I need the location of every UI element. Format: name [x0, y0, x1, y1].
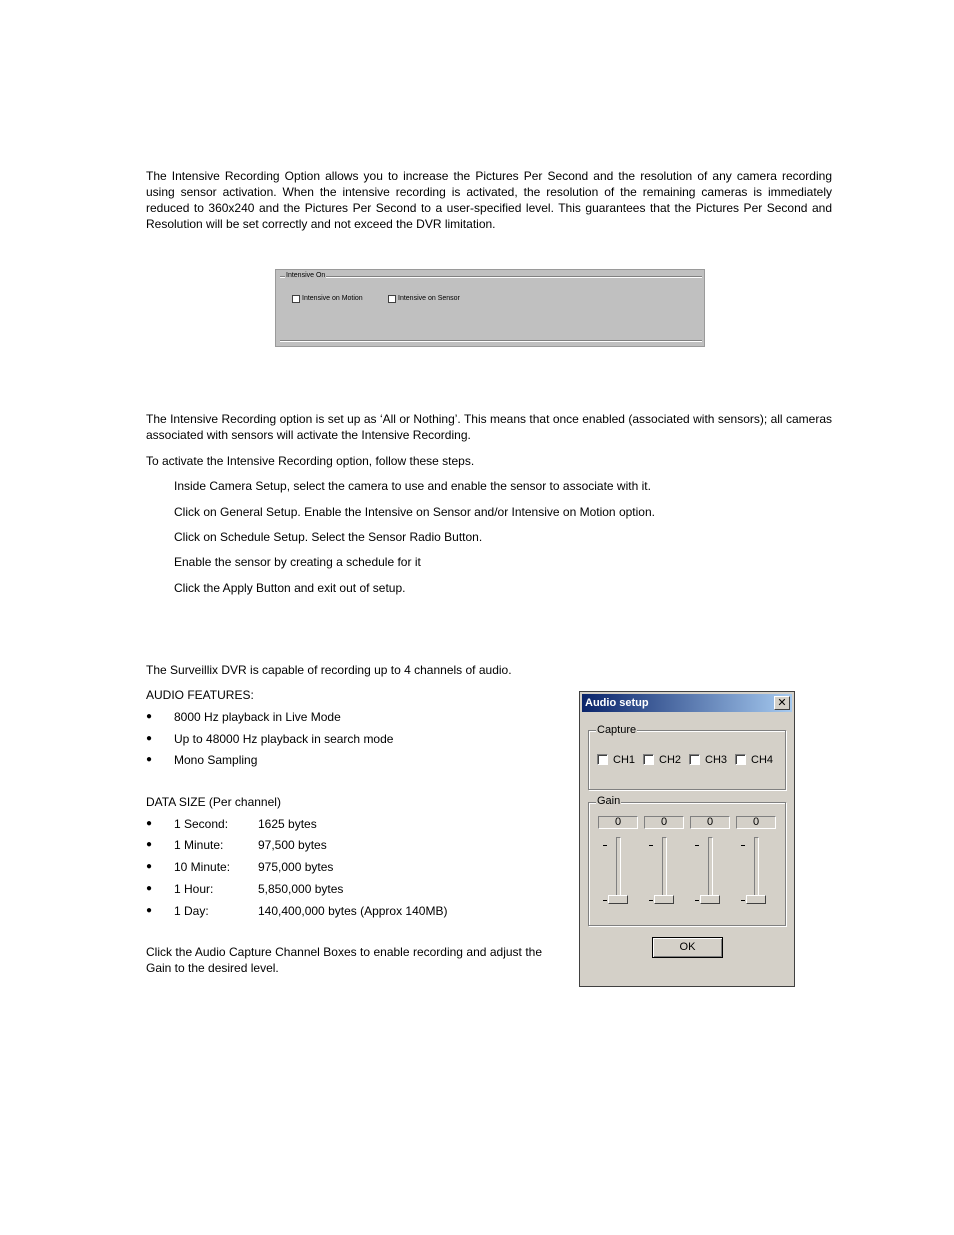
setup-step: Click the Apply Button and exit out of setup. — [174, 581, 406, 595]
intro-paragraph: The Intensive Recording Option allows you to increase the Pictures Per Second and the resolution of any camera recording using sensor activation. When the intensive recording is activated, the resolution of the remaining cameras is immediately reduced to 360x240 and the Pictures Per Second to a user-specified level. This guarantees that the Pictures Per Second and Resolution will be set correctly and not exceed the DVR limitation. — [146, 169, 832, 231]
feature-item: Up to 48000 Hz playback in search mode — [174, 732, 394, 746]
audio-instruction-line2: Gain to the desired level. — [146, 961, 279, 975]
slider-thumb[interactable] — [654, 895, 674, 904]
setup-lead: To activate the Intensive Recording option, follow these steps. — [146, 454, 475, 468]
intensive-group-label: Intensive On — [286, 272, 326, 279]
slider-track — [708, 837, 713, 903]
slider-tick — [695, 845, 699, 846]
audio-intro: The Surveillix DVR is capable of recording up to 4 channels of audio. — [146, 663, 512, 677]
data-size-value: 5,850,000 bytes — [258, 882, 344, 896]
ch1-label: CH1 — [613, 754, 636, 766]
data-size-label: 1 Second: — [174, 817, 229, 831]
data-size-value: 1625 bytes — [258, 817, 317, 831]
gain-label: Gain — [597, 795, 621, 807]
gain-value-ch3: 0 — [690, 816, 730, 829]
feature-item: 8000 Hz playback in Live Mode — [174, 710, 341, 724]
group-divider — [280, 276, 702, 278]
slider-track — [662, 837, 667, 903]
data-size-label: 1 Hour: — [174, 882, 214, 896]
gain-value-ch1: 0 — [598, 816, 638, 829]
close-icon[interactable]: ✕ — [774, 696, 790, 710]
bullet-icon: ● — [146, 754, 153, 765]
intensive-sensor-checkbox[interactable] — [388, 295, 396, 303]
setup-paragraph: The Intensive Recording option is set up as ‘All or Nothing’. This means that once enabled (associated with sensors); all cameras associated with sensors will activate the Intensive Recording. — [146, 412, 832, 442]
intensive-sensor-label: Intensive on Sensor — [398, 295, 460, 302]
ch4-checkbox[interactable] — [735, 754, 746, 765]
gain-value-ch2: 0 — [644, 816, 684, 829]
gain-value-ch4: 0 — [736, 816, 776, 829]
slider-tick — [649, 845, 653, 846]
bullet-icon: ● — [146, 711, 153, 722]
intensive-on-panel — [275, 269, 705, 347]
ch3-label: CH3 — [705, 754, 728, 766]
data-size-value: 140,400,000 bytes (Approx 140MB) — [258, 904, 448, 918]
slider-thumb[interactable] — [746, 895, 766, 904]
slider-tick — [741, 845, 745, 846]
group-divider-bottom — [280, 340, 702, 342]
slider-tick — [603, 845, 607, 846]
slider-tick — [695, 900, 699, 901]
dialog-title: Audio setup — [585, 697, 649, 709]
bullet-icon: ● — [146, 733, 153, 744]
data-size-value: 975,000 bytes — [258, 860, 334, 874]
data-size-label: 1 Minute: — [174, 838, 224, 852]
slider-tick — [649, 900, 653, 901]
bullet-icon: ● — [146, 883, 153, 894]
intensive-motion-checkbox[interactable] — [292, 295, 300, 303]
ch4-label: CH4 — [751, 754, 774, 766]
data-size-value: 97,500 bytes — [258, 838, 327, 852]
slider-tick — [741, 900, 745, 901]
slider-thumb[interactable] — [700, 895, 720, 904]
setup-step: Inside Camera Setup, select the camera to use and enable the sensor to associate with it. — [174, 479, 651, 493]
data-size-label: 1 Day: — [174, 904, 209, 918]
audio-setup-dialog — [579, 691, 795, 987]
feature-item: Mono Sampling — [174, 753, 258, 767]
setup-step: Enable the sensor by creating a schedule for it — [174, 555, 421, 569]
intensive-motion-label: Intensive on Motion — [302, 295, 363, 302]
audio-instruction-line1: Click the Audio Capture Channel Boxes to enable recording and adjust the — [146, 945, 542, 959]
slider-tick — [603, 900, 607, 901]
audio-features-heading: AUDIO FEATURES: — [146, 688, 254, 702]
ok-button[interactable]: OK — [652, 937, 723, 958]
capture-label: Capture — [597, 724, 637, 736]
slider-track — [616, 837, 621, 903]
bullet-icon: ● — [146, 818, 153, 829]
ch3-checkbox[interactable] — [689, 754, 700, 765]
ch2-checkbox[interactable] — [643, 754, 654, 765]
bullet-icon: ● — [146, 905, 153, 916]
ch1-checkbox[interactable] — [597, 754, 608, 765]
bullet-icon: ● — [146, 839, 153, 850]
bullet-icon: ● — [146, 861, 153, 872]
setup-step: Click on Schedule Setup. Select the Sensor Radio Button. — [174, 530, 483, 544]
dialog-title-bar[interactable] — [582, 694, 792, 712]
slider-track — [754, 837, 759, 903]
slider-thumb[interactable] — [608, 895, 628, 904]
data-size-heading: DATA SIZE (Per channel) — [146, 795, 281, 809]
setup-step: Click on General Setup. Enable the Intensive on Sensor and/or Intensive on Motion option. — [174, 505, 655, 519]
data-size-label: 10 Minute: — [174, 860, 231, 874]
ch2-label: CH2 — [659, 754, 682, 766]
